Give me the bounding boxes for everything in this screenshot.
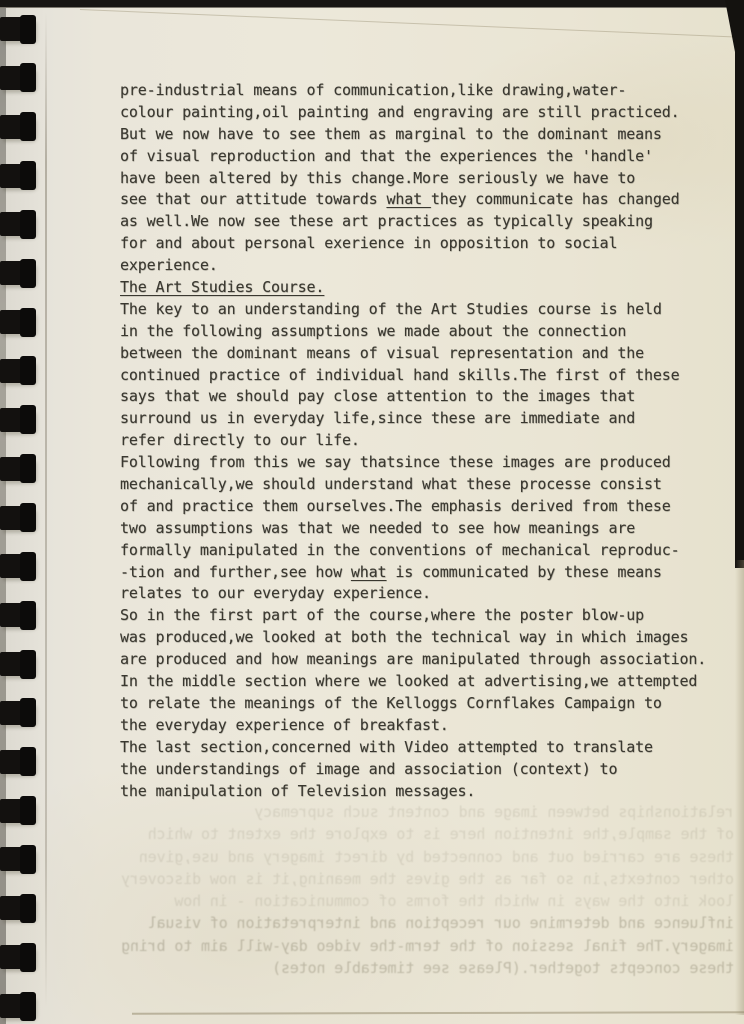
text-segment: says that we should pay close attention to the images that bbox=[120, 387, 636, 406]
text-segment: two assumptions was that we needed to see how meanings are bbox=[120, 518, 636, 537]
text-line bbox=[120, 255, 738, 277]
text-segment: have been altered by this change.More seriously we have to bbox=[120, 168, 636, 187]
text-line bbox=[120, 124, 738, 146]
binding-tooth bbox=[0, 750, 34, 774]
text-segment: But we now have to see them as marginal to the dominant means bbox=[120, 124, 662, 143]
bleedthrough-mirrored-text bbox=[86, 801, 734, 979]
binding-tooth bbox=[0, 603, 34, 627]
text-line bbox=[120, 562, 738, 584]
text-line bbox=[120, 671, 738, 693]
text-line bbox=[120, 693, 738, 715]
typed-text-block bbox=[120, 80, 738, 802]
section-heading bbox=[120, 277, 738, 299]
text-segment: the manipulation of Television messages. bbox=[120, 781, 476, 800]
binding-tooth bbox=[0, 66, 34, 90]
text-line bbox=[120, 474, 738, 496]
binding-tooth bbox=[0, 212, 34, 236]
text-segment: in the following assumptions we made about the connection bbox=[120, 321, 627, 340]
text-line bbox=[120, 759, 738, 781]
text-segment: is communicated by these means bbox=[386, 562, 662, 581]
text-line bbox=[120, 605, 738, 627]
text-line bbox=[120, 102, 738, 124]
ghost-text-line: look into the ways in which the forms of communication - in how bbox=[174, 892, 734, 911]
ghost-text-line: relationships between image and content such supremacy bbox=[254, 803, 734, 821]
underlined-text: The Art Studies Course. bbox=[120, 278, 325, 297]
ghost-text-line: other contexts,in so far as the gives the meaning,it is now discovery bbox=[121, 869, 734, 888]
text-segment: as well.We now see these art practices as typically speaking bbox=[120, 212, 653, 231]
text-segment: relates to our everyday experience. bbox=[120, 584, 431, 603]
binding-tooth bbox=[0, 799, 34, 823]
text-segment: In the middle section where we looked at advertising,we attempted bbox=[120, 672, 698, 691]
binding-tooth bbox=[0, 994, 34, 1018]
text-segment: for and about personal exerience in opposition to social bbox=[120, 234, 618, 253]
text-line bbox=[120, 189, 738, 211]
text-segment: of visual reproduction and that the experiences the 'handle' bbox=[120, 146, 653, 165]
text-segment: pre-industrial means of communication,like drawing,water- bbox=[120, 81, 627, 99]
text-segment: colour painting,oil painting and engraving are still practiced. bbox=[120, 102, 680, 121]
text-line bbox=[120, 80, 738, 102]
binding-tooth bbox=[0, 945, 34, 969]
text-segment: surround us in everyday life,since these are immediate and bbox=[120, 409, 636, 428]
text-line bbox=[120, 299, 738, 321]
binding-tooth bbox=[0, 701, 34, 725]
binding-tooth bbox=[0, 17, 34, 41]
text-line bbox=[120, 715, 738, 737]
text-segment: between the dominant means of visual representation and the bbox=[120, 343, 644, 362]
underlying-page-edge bbox=[80, 9, 744, 38]
ghost-text-line: imagery.The final session of the term-the video day-will aim to bring bbox=[121, 936, 734, 955]
text-segment: The key to an understanding of the Art Studies course is held bbox=[120, 299, 662, 318]
text-segment: mechanically,we should understand what these processe consist bbox=[120, 475, 662, 494]
binding-tooth bbox=[0, 506, 34, 530]
text-line bbox=[120, 496, 738, 518]
ghost-text-line: these are carried out and connected by direct imagery and use,given bbox=[138, 847, 734, 866]
text-line bbox=[120, 452, 738, 474]
ghost-text-line: these concepts together.(Please see timetable notes) bbox=[272, 959, 734, 978]
text-segment: The last section,concerned with Video attempted to translate bbox=[120, 737, 653, 756]
binding-tooth bbox=[0, 847, 34, 871]
text-segment: see that our attitude towards bbox=[120, 190, 387, 209]
text-segment: the everyday experience of breakfast. bbox=[120, 715, 449, 734]
underlined-text: what bbox=[350, 562, 387, 581]
text-segment: was produced,we looked at both the technical way in which images bbox=[120, 628, 689, 647]
text-segment: Following from this we say thatsince these images are produced bbox=[120, 453, 671, 472]
text-segment: to relate the meanings of the Kelloggs Cornflakes Campaign to bbox=[120, 693, 662, 712]
text-line bbox=[120, 737, 738, 759]
binding-tooth bbox=[0, 115, 34, 139]
text-line bbox=[120, 408, 738, 430]
text-line bbox=[120, 627, 738, 649]
text-line bbox=[120, 540, 738, 562]
text-line bbox=[120, 430, 738, 452]
underlined-text: what bbox=[386, 190, 431, 209]
text-segment: experience. bbox=[120, 256, 218, 275]
text-line bbox=[120, 211, 738, 233]
text-segment: -tion and further,see how bbox=[120, 562, 351, 581]
ghost-text-line: influence and determine our reception and interpretation of visual bbox=[147, 914, 734, 933]
text-segment: are produced and how meanings are manipulated through association. bbox=[120, 650, 707, 669]
page-stack-edge bbox=[735, 560, 744, 1015]
text-line bbox=[120, 365, 738, 387]
text-segment: of and practice them ourselves.The emphasis derived from these bbox=[120, 496, 671, 515]
text-segment: So in the first part of the course,where the poster blow-up bbox=[120, 606, 644, 625]
binding-tooth bbox=[0, 310, 34, 334]
text-line bbox=[120, 146, 738, 168]
text-segment: continued practice of individual hand skills.The first of these bbox=[120, 365, 680, 384]
scan-top-edge bbox=[0, 0, 744, 8]
page-bottom-edge bbox=[132, 1011, 744, 1015]
text-line bbox=[120, 518, 738, 540]
text-line bbox=[120, 168, 738, 190]
binding-tooth bbox=[0, 359, 34, 383]
binding-tooth bbox=[0, 408, 34, 432]
binding-tooth bbox=[0, 896, 34, 920]
binding-tooth bbox=[0, 261, 34, 285]
binding-tooth bbox=[0, 652, 34, 676]
text-line bbox=[120, 343, 738, 365]
binding-tooth bbox=[0, 457, 34, 481]
text-segment: formally manipulated in the conventions of mechanical reproduc- bbox=[120, 540, 680, 559]
text-line bbox=[120, 233, 738, 255]
text-segment: refer directly to our life. bbox=[120, 431, 360, 450]
text-line bbox=[120, 649, 738, 671]
text-line bbox=[120, 781, 738, 803]
binding-tooth bbox=[0, 164, 34, 188]
text-line bbox=[120, 583, 738, 605]
text-segment: they communicate has changed bbox=[430, 190, 680, 209]
text-segment: the understandings of image and association (context) to bbox=[120, 759, 618, 778]
text-line bbox=[120, 321, 738, 343]
binding-tooth bbox=[0, 554, 34, 578]
ghost-text-line: of the sample,the intention here is to explore the extent to which bbox=[147, 825, 734, 844]
text-line bbox=[120, 386, 738, 408]
binding-crease-line bbox=[45, 12, 47, 1008]
